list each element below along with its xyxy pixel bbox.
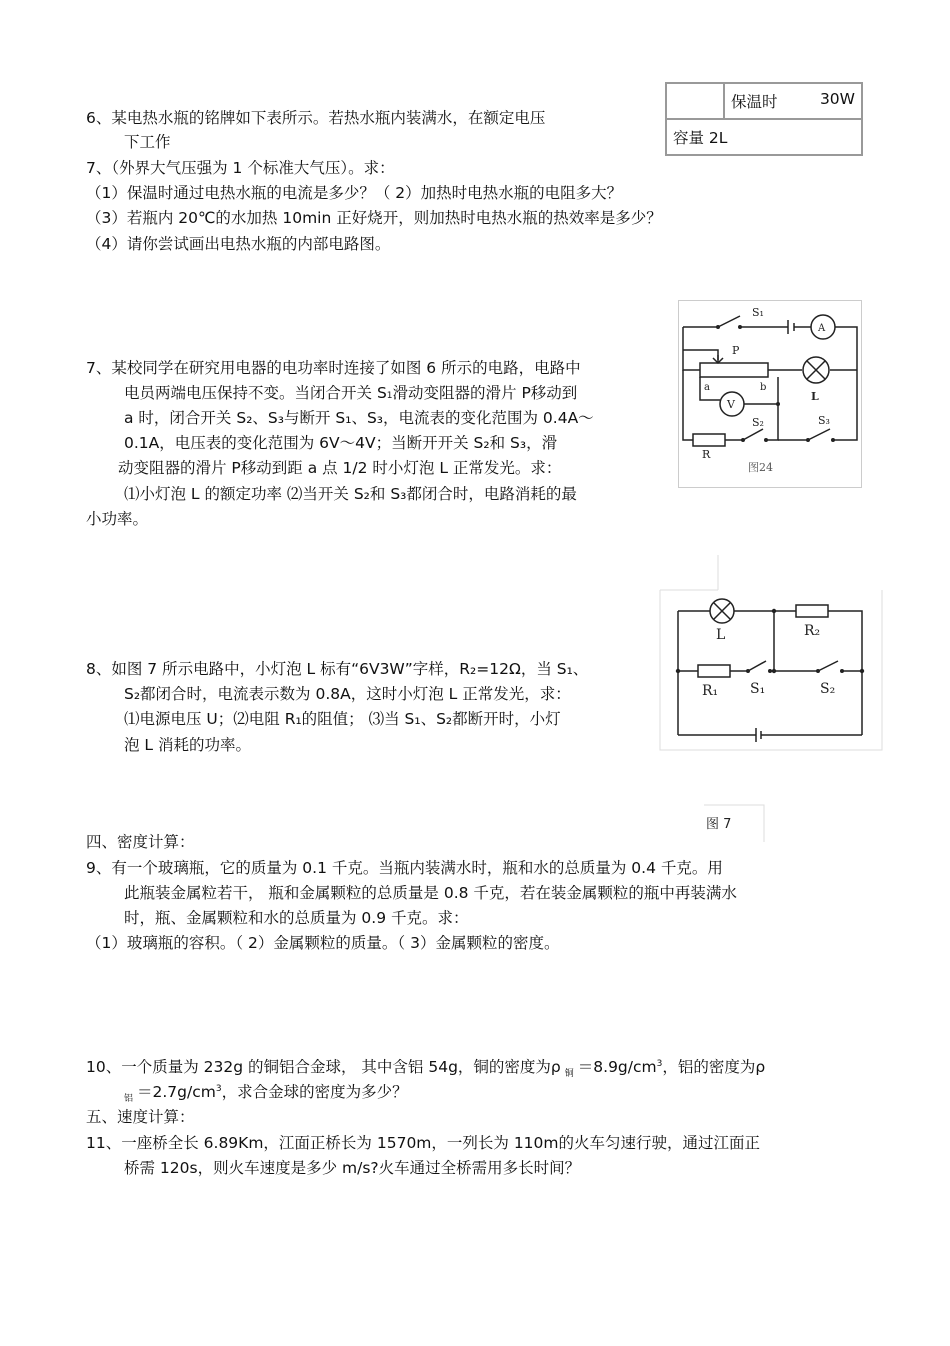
fig24-label-r: R [702,448,711,461]
q11-line-1: 11、一座桥全长 6.89Km，江面正桥长为 1570m，一列长为 110m的火车匀速行驶，通过江面正 [86,1134,761,1152]
q7-line-6: ⑴小灯泡 L 的额定功率 ⑵当开关 S₂和 S₃都闭合时，电路消耗的最 [124,485,577,503]
q7-line-5: 动变阻器的滑片 P移动到距 a 点 1/2 时小灯泡 L 正常发光。求： [118,459,562,477]
q7-line-2a: 电员两端电压保持不变。当闭合开关 [124,384,373,402]
q10-sub-aluminum: 铝 [124,1094,134,1104]
q6-line-6: （4）请你尝试画出电热水瓶的内部电路图。 [86,235,391,253]
circuit-figure-24 [678,300,862,488]
q7-line-4: 0.1A，电压表的变化范围为 6V～4V；当断开开关 S₂和 S₃，滑 [124,434,558,452]
fig7-label-r2: R₂ [804,623,821,639]
fig7-label-s2: S₂ [820,681,836,697]
rheostat-icon [700,363,768,377]
q10-line-2d: ，求合金球的密度为多少？ [221,1083,408,1101]
q10-line-2b: ＝2.7g/cm [137,1083,216,1101]
nameplate-cell-label [724,83,862,119]
fig7-label-r1: R₁ [702,683,719,699]
fig24-label-a-end: a [704,382,710,393]
fig24-label-s3: S₃ [818,414,830,427]
nameplate-capacity: 容量 2L [666,119,862,155]
q7-line-3: a 时，闭合开关 S₂、S₃与断开 S₁、S₃，电流表的变化范围为 0.4A～ [124,409,594,427]
q9-line-4: （1）玻璃瓶的容积。（ 2）金属颗粒的质量。（ 3）金属颗粒的密度。 [86,934,560,952]
nameplate-label: 保温时 [731,93,778,111]
q6-line-2: 下工作 [124,133,171,151]
q8-line-2: S₂都闭合时，电流表示数为 0.8A，这时小灯泡 L 正常发光，求： [124,685,571,703]
fig7-label-l: L [716,627,726,643]
q10-sup-1: 3 [656,1058,663,1069]
q6-line-5: （3）若瓶内 20℃的水加热 10min 正好烧开，则加热时电热水瓶的热效率是多少？ [86,209,662,227]
q7-line-2c: 1 [386,391,393,401]
q7-line-2 [124,382,577,407]
q10-line-1a: 10、一个质量为 232g 的铜铝合金球， 其中含铝 54g，铜的密度为ρ [86,1058,561,1076]
fig24-label-p: P [732,344,740,357]
resistor-icon [693,434,725,446]
q7-line-1: 7、某校同学在研究用电器的电功率时连接了如图 6 所示的电路，电路中 [86,359,581,377]
q9-line-2: 此瓶装金属粒若干， 瓶和金属颗粒的总质量是 0.8 千克，若在装金属颗粒的瓶中再装满水 [124,884,737,902]
fig24-label-b-end: b [760,382,767,393]
nameplate-cell-empty [666,83,724,119]
q10-line-1c: ＝8.9g/cm [577,1058,657,1076]
fig24-label-a: A [818,323,826,334]
fig24-caption: 图24 [748,461,773,474]
fig24-label-s1: S₁ [752,306,764,319]
section-density-heading: 四、密度计算： [86,833,195,851]
fig7-resistor-r1-icon [698,665,730,677]
q10-line-1e: ，铝的密度为ρ [662,1058,766,1076]
circuit-figure-7 [660,555,882,842]
fig7-label-s1: S₁ [750,681,766,697]
q10-sup-2: 3 [215,1083,222,1094]
q7-line-2b: S [376,384,387,402]
fig7-caption: 图 7 [706,817,732,832]
q6-line-3: 7、（外界大气压强为 1 个标准大气压）。求： [86,159,395,177]
q8-line-4: 泡 L 消耗的功率。 [124,736,251,754]
q6-line-1: 6、某电热水瓶的铭牌如下表所示。若热水瓶内装满水，在额定电压 [86,109,546,127]
nameplate-value: 30W [819,90,855,108]
fig24-label-s2: S₂ [752,416,764,429]
q8-line-1: 8、如图 7 所示电路中，小灯泡 L 标有“6V3W”字样，R₂=12Ω，当 S₁、 [86,660,589,678]
q11-line-2: 桥需 120s，则火车速度是多少 m/s?火车通过全桥需用多长时间？ [124,1159,581,1177]
q9-line-3: 时，瓶、金属颗粒和水的总质量为 0.9 千克。求： [124,909,469,927]
q7-line-2d: 滑动变阻器的滑片 P移动到 [392,384,578,402]
q6-line-4: （1）保温时通过电热水瓶的电流是多少？（ 2）加热时电热水瓶的电阻多大？ [86,184,623,202]
q9-line-1: 9、有一个玻璃瓶，它的质量为 0.1 千克。当瓶内装满水时，瓶和水的总质量为 0.4 千克。用 [86,859,723,877]
q10-sub-copper: 铜 [564,1069,574,1079]
fig24-label-v: V [727,398,735,411]
section-speed-heading: 五、速度计算： [86,1108,195,1126]
fig24-label-l: L [811,390,819,403]
q8-line-3: ⑴电源电压 U；⑵电阻 R₁的阻值； ⑶当 S₁、S₂都断开时，小灯 [124,710,561,728]
q7-line-7: 小功率。 [86,510,149,528]
fig7-resistor-r2-icon [796,605,828,617]
nameplate-table [665,82,863,156]
